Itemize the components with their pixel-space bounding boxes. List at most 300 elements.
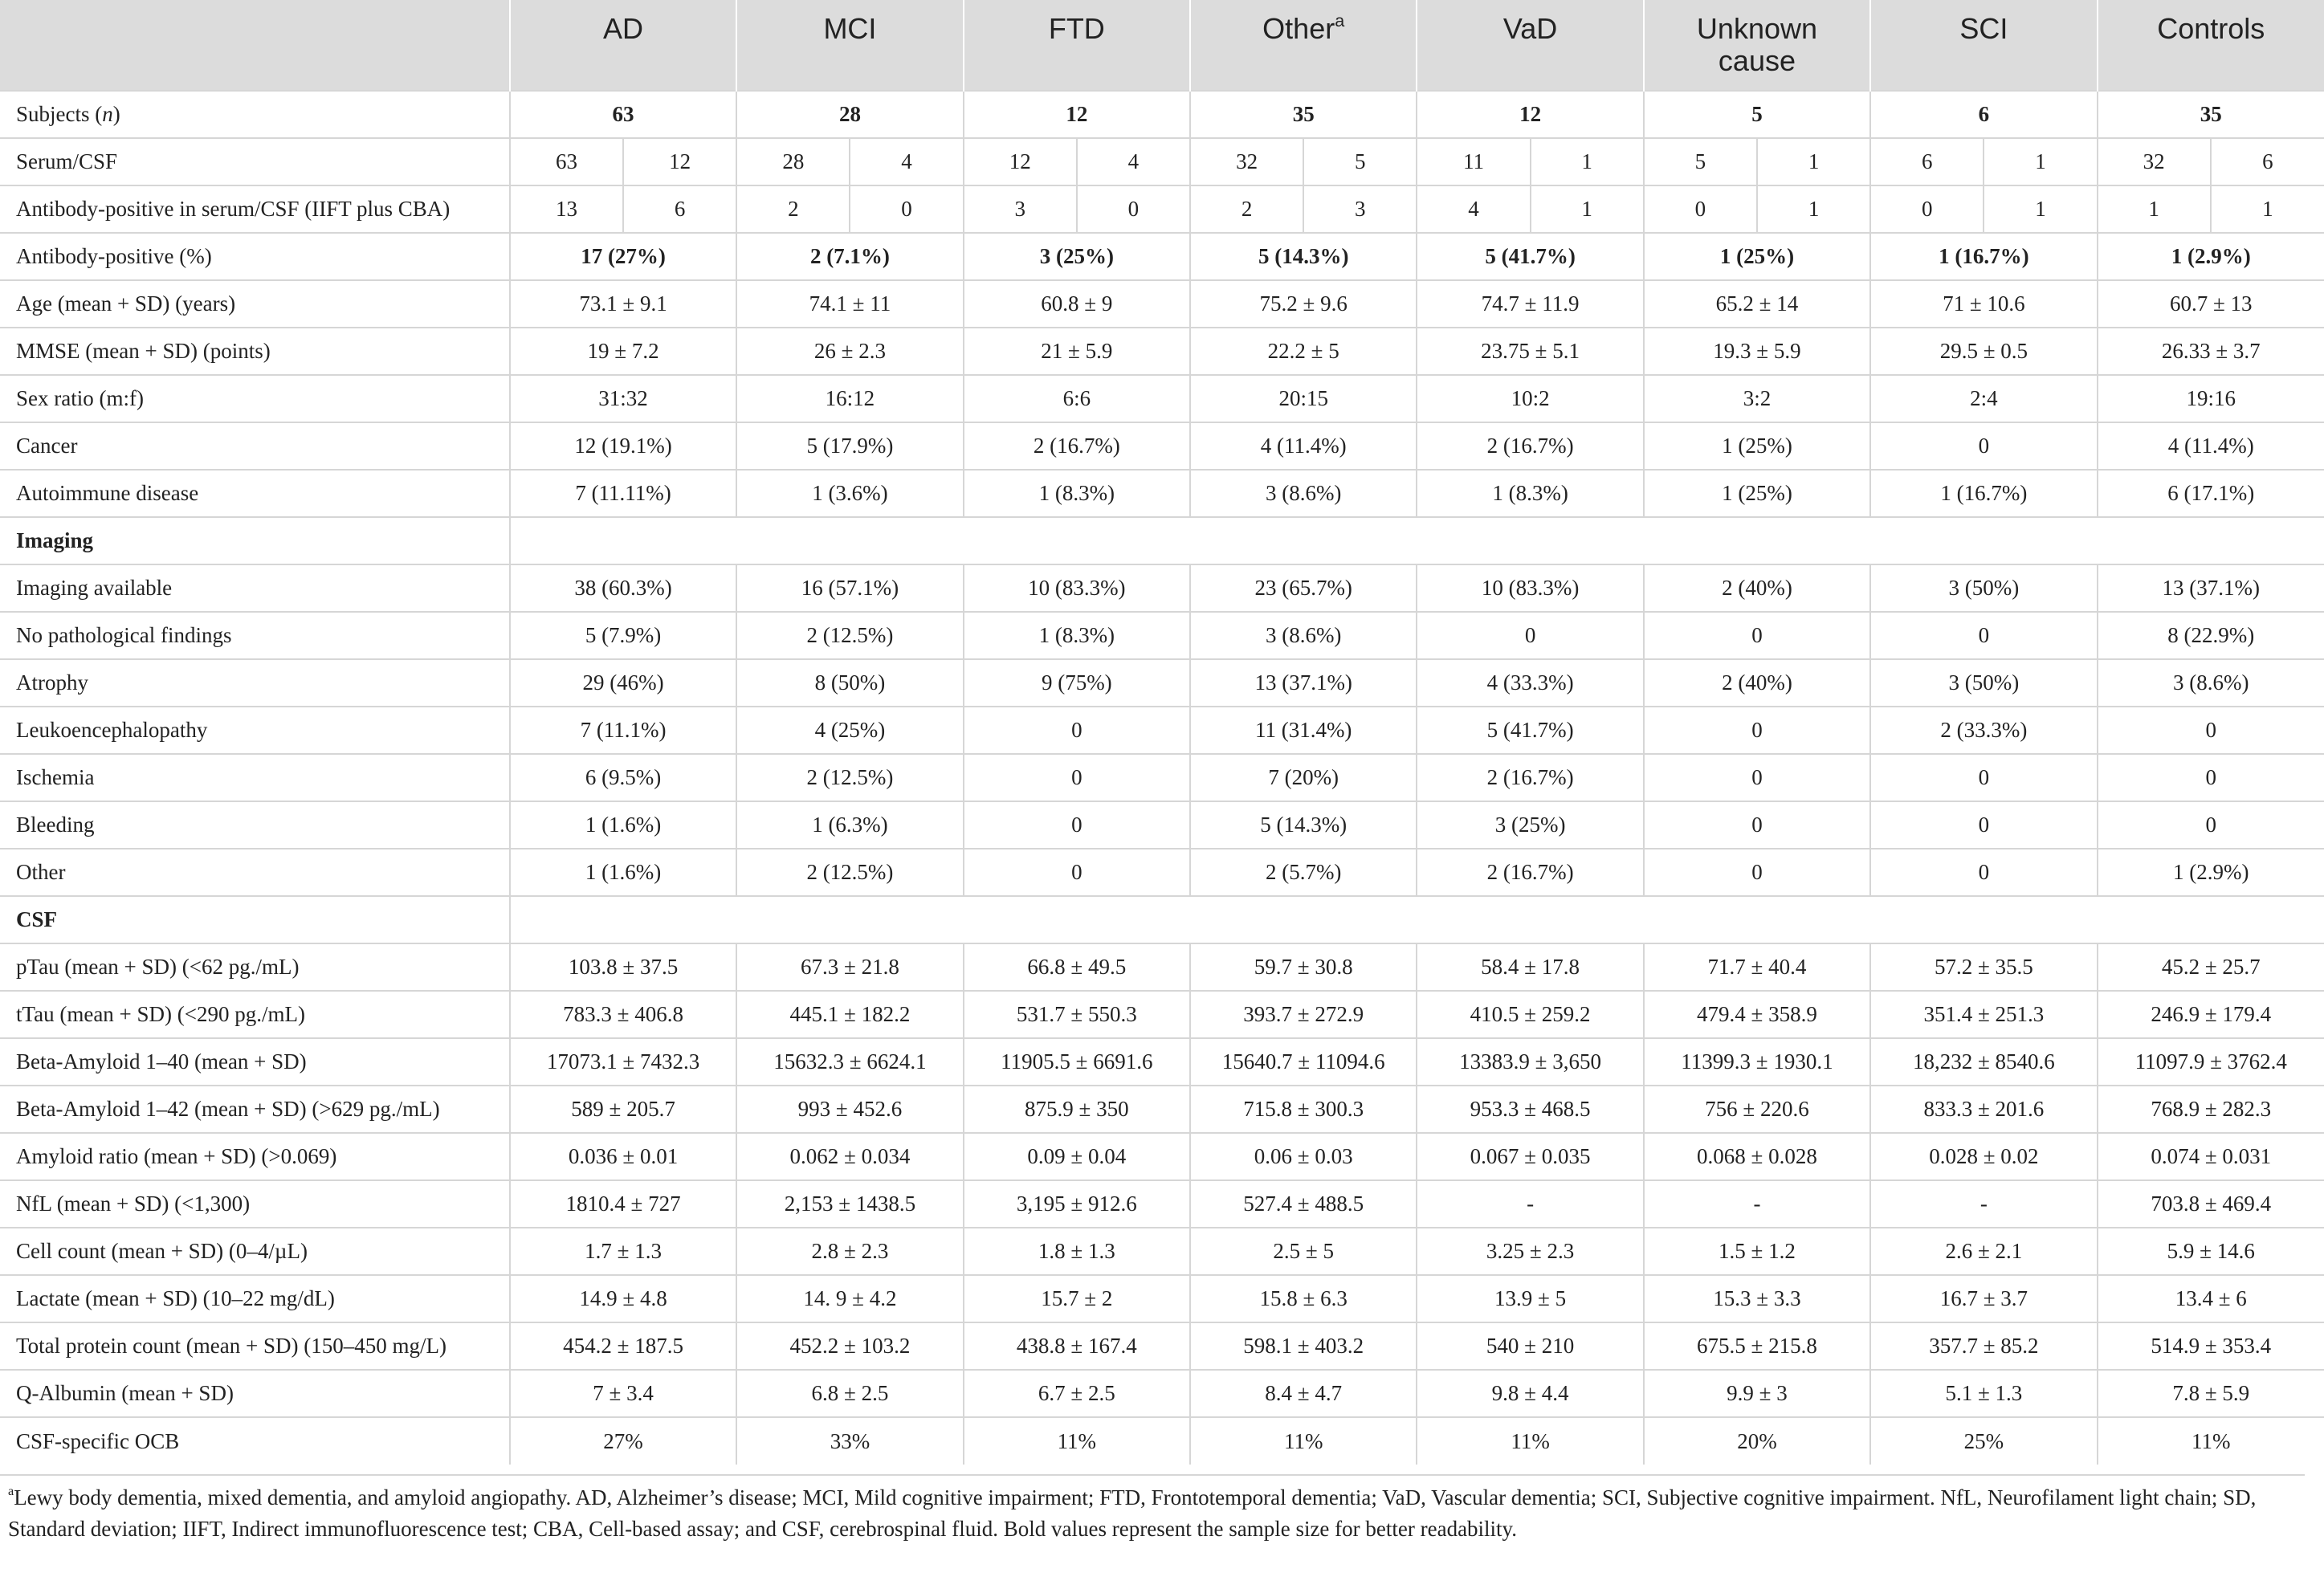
- table-cell: 2,153 ± 1438.5: [736, 1180, 963, 1228]
- table-cell: 23.75 ± 5.1: [1417, 328, 1643, 375]
- table-cell: 598.1 ± 403.2: [1190, 1322, 1417, 1370]
- table-cell: 4: [850, 138, 963, 185]
- table-cell: 75.2 ± 9.6: [1190, 280, 1417, 328]
- table-cell: 7 (20%): [1190, 754, 1417, 801]
- table-cell: 11399.3 ± 1930.1: [1644, 1038, 1870, 1086]
- table-cell: 12: [623, 138, 736, 185]
- table-cell: 3 (8.6%): [2098, 659, 2324, 707]
- table-cell: 8.4 ± 4.7: [1190, 1370, 1417, 1417]
- table-cell: 1: [1531, 138, 1644, 185]
- table-cell: 1 (8.3%): [964, 470, 1190, 517]
- table-cell: 9.8 ± 4.4: [1417, 1370, 1643, 1417]
- table-cell: 0: [1644, 707, 1870, 754]
- table-cell: 18,232 ± 8540.6: [1870, 1038, 2097, 1086]
- row-label: Total protein count (mean + SD) (150–450 mg/L): [0, 1322, 510, 1370]
- table-cell: 768.9 ± 282.3: [2098, 1086, 2324, 1133]
- table-row: [0, 280, 2324, 328]
- row-label: Imaging available: [0, 564, 510, 612]
- table-cell: 1: [2211, 185, 2324, 233]
- table-cell: 589 ± 205.7: [510, 1086, 736, 1133]
- table-cell: 4 (33.3%): [1417, 659, 1643, 707]
- table-cell: 4 (11.4%): [1190, 422, 1417, 470]
- row-label: Atrophy: [0, 659, 510, 707]
- table-body: [0, 91, 2324, 1465]
- table-cell: -: [1417, 1180, 1643, 1228]
- table-cell: 8 (22.9%): [2098, 612, 2324, 659]
- table-cell: 1: [1757, 185, 1870, 233]
- table-row: [0, 1370, 2324, 1417]
- table-cell: 4: [1077, 138, 1190, 185]
- table-cell: 2 (16.7%): [1417, 849, 1643, 896]
- row-label: tTau (mean + SD) (<290 pg./mL): [0, 991, 510, 1038]
- table-cell: 71 ± 10.6: [1870, 280, 2097, 328]
- table-cell: 1: [1531, 185, 1644, 233]
- table-cell: 27%: [510, 1417, 736, 1465]
- table-cell: 26 ± 2.3: [736, 328, 963, 375]
- table-cell: 21 ± 5.9: [964, 328, 1190, 375]
- row-label: Other: [0, 849, 510, 896]
- header-controls: Controls: [2098, 0, 2324, 91]
- table-cell: 4 (25%): [736, 707, 963, 754]
- row-label: Lactate (mean + SD) (10–22 mg/dL): [0, 1275, 510, 1322]
- table-row: [0, 328, 2324, 375]
- table-row: [0, 1322, 2324, 1370]
- table-cell: 2.6 ± 2.1: [1870, 1228, 2097, 1275]
- table-cell: 3 (8.6%): [1190, 470, 1417, 517]
- table-cell: 13 (37.1%): [2098, 564, 2324, 612]
- table-cell: 2 (40%): [1644, 564, 1870, 612]
- table-cell: 3 (8.6%): [1190, 612, 1417, 659]
- table-row: [0, 612, 2324, 659]
- table-cell: 1 (8.3%): [964, 612, 1190, 659]
- table-cell: 2 (40%): [1644, 659, 1870, 707]
- table-row: [0, 1417, 2324, 1465]
- table-cell: 11%: [2098, 1417, 2324, 1465]
- table-cell: 14.9 ± 4.8: [510, 1275, 736, 1322]
- table-cell: 0: [1644, 185, 1757, 233]
- table-cell: 13.4 ± 6: [2098, 1275, 2324, 1322]
- table-cell: 17 (27%): [510, 233, 736, 280]
- table-cell: 1 (8.3%): [1417, 470, 1643, 517]
- table-cell: 19 ± 7.2: [510, 328, 736, 375]
- table-cell: 4: [1417, 185, 1530, 233]
- row-label: Beta-Amyloid 1–42 (mean + SD) (>629 pg./mL): [0, 1086, 510, 1133]
- table-cell: -: [1644, 1180, 1870, 1228]
- table-cell: 13.9 ± 5: [1417, 1275, 1643, 1322]
- table-cell: 25%: [1870, 1417, 2097, 1465]
- table-cell: 13: [510, 185, 623, 233]
- table-cell: 2 (12.5%): [736, 754, 963, 801]
- header-sci: SCI: [1870, 0, 2097, 91]
- table-cell: 22.2 ± 5: [1190, 328, 1417, 375]
- table-cell: 1: [1757, 138, 1870, 185]
- table-cell: 0: [964, 801, 1190, 849]
- table-cell: 833.3 ± 201.6: [1870, 1086, 2097, 1133]
- table-cell: 1 (6.3%): [736, 801, 963, 849]
- table-cell: 23 (65.7%): [1190, 564, 1417, 612]
- table-cell: 2: [736, 185, 850, 233]
- table-cell: 445.1 ± 182.2: [736, 991, 963, 1038]
- table-cell: 5: [1303, 138, 1417, 185]
- table-footnote: [0, 1474, 2305, 1545]
- table-cell: 0: [964, 707, 1190, 754]
- row-label: Antibody-positive in serum/CSF (IIFT plus CBA): [0, 185, 510, 233]
- table-cell: 17073.1 ± 7432.3: [510, 1038, 736, 1086]
- table-row: [0, 1086, 2324, 1133]
- table-cell: 452.2 ± 103.2: [736, 1322, 963, 1370]
- table-cell: 0: [1644, 849, 1870, 896]
- table-cell: 393.7 ± 272.9: [1190, 991, 1417, 1038]
- table-cell: 0: [1644, 801, 1870, 849]
- table-cell: 16.7 ± 3.7: [1870, 1275, 2097, 1322]
- table-cell: 0: [964, 754, 1190, 801]
- table-cell: 6.8 ± 2.5: [736, 1370, 963, 1417]
- header-mci: MCI: [736, 0, 963, 91]
- table-cell: 1 (25%): [1644, 233, 1870, 280]
- row-label: Leukoencephalopathy: [0, 707, 510, 754]
- table-cell: 5 (17.9%): [736, 422, 963, 470]
- table-row: [0, 375, 2324, 422]
- table-cell: 0: [1870, 612, 2097, 659]
- table-row: [0, 991, 2324, 1038]
- table-cell: 2 (12.5%): [736, 849, 963, 896]
- footnote-text: Lewy body dementia, mixed dementia, and amyloid angiopathy. AD, Alzheimer’s disease; MCI, Mild cognitive impairment; FTD, Frontotemporal dementia; VaD, Vascular dementia; SCI, Subjective cognitive impairment. NfL, Neurofilament light chain; SD, Standard deviation; IIFT, Indirect immunofluorescence test; CBA, Cell-based assay; and CSF, cerebrospinal fluid. Bold values represent the sample size for better readability.: [8, 1485, 2257, 1541]
- table-cell: 12: [1417, 91, 1643, 138]
- table-cell: 953.3 ± 468.5: [1417, 1086, 1643, 1133]
- table-cell: 3: [1303, 185, 1417, 233]
- table-cell: 2.5 ± 5: [1190, 1228, 1417, 1275]
- table-cell: 0: [2098, 801, 2324, 849]
- row-label: pTau (mean + SD) (<62 pg./mL): [0, 943, 510, 991]
- header-other-sup: a: [1335, 10, 1345, 31]
- table-cell: 1810.4 ± 727: [510, 1180, 736, 1228]
- table-cell: 63: [510, 138, 623, 185]
- table-cell: 1 (25%): [1644, 422, 1870, 470]
- table-cell: 1.8 ± 1.3: [964, 1228, 1190, 1275]
- table-cell: 60.8 ± 9: [964, 280, 1190, 328]
- table-cell: 703.8 ± 469.4: [2098, 1180, 2324, 1228]
- table-cell: 71.7 ± 40.4: [1644, 943, 1870, 991]
- table-cell: 2 (33.3%): [1870, 707, 2097, 754]
- table-row: [0, 849, 2324, 896]
- table-row: [0, 185, 2324, 233]
- table-cell: 514.9 ± 353.4: [2098, 1322, 2324, 1370]
- row-label: No pathological findings: [0, 612, 510, 659]
- row-label: Antibody-positive (%): [0, 233, 510, 280]
- table-cell: 0.068 ± 0.028: [1644, 1133, 1870, 1180]
- table-row: [0, 801, 2324, 849]
- table-cell: 993 ± 452.6: [736, 1086, 963, 1133]
- table-cell: 1: [1984, 138, 2097, 185]
- table-cell: 0: [1644, 612, 1870, 659]
- table-row: [0, 943, 2324, 991]
- table-cell: 0: [1417, 612, 1643, 659]
- section-spacer: [510, 517, 2324, 564]
- table-cell: 3 (50%): [1870, 659, 2097, 707]
- table-row: [0, 1180, 2324, 1228]
- table-row: [0, 233, 2324, 280]
- table-cell: 11905.5 ± 6691.6: [964, 1038, 1190, 1086]
- table-cell: 1 (16.7%): [1870, 233, 2097, 280]
- table-cell: 67.3 ± 21.8: [736, 943, 963, 991]
- table-cell: 19.3 ± 5.9: [1644, 328, 1870, 375]
- table-cell: 2 (7.1%): [736, 233, 963, 280]
- table-cell: 2 (12.5%): [736, 612, 963, 659]
- table-cell: 14. 9 ± 4.2: [736, 1275, 963, 1322]
- table-cell: 1.7 ± 1.3: [510, 1228, 736, 1275]
- table-cell: 2 (16.7%): [1417, 754, 1643, 801]
- header-vad: VaD: [1417, 0, 1643, 91]
- table-cell: 10 (83.3%): [1417, 564, 1643, 612]
- table-cell: 0.062 ± 0.034: [736, 1133, 963, 1180]
- table-cell: 1 (25%): [1644, 470, 1870, 517]
- table-cell: 0: [1644, 754, 1870, 801]
- table-cell: 1: [1984, 185, 2097, 233]
- table-cell: 6 (9.5%): [510, 754, 736, 801]
- table-cell: 11%: [964, 1417, 1190, 1465]
- table-cell: 15.8 ± 6.3: [1190, 1275, 1417, 1322]
- table-cell: 6: [1870, 91, 2097, 138]
- table-cell: 0: [964, 849, 1190, 896]
- table-cell: 9 (75%): [964, 659, 1190, 707]
- table-cell: 3:2: [1644, 375, 1870, 422]
- table-cell: 20:15: [1190, 375, 1417, 422]
- table-row: [0, 91, 2324, 138]
- table-cell: 11%: [1190, 1417, 1417, 1465]
- table-cell: 0: [1077, 185, 1190, 233]
- table-cell: 10:2: [1417, 375, 1643, 422]
- table-cell: 3.25 ± 2.3: [1417, 1228, 1643, 1275]
- table-cell: 58.4 ± 17.8: [1417, 943, 1643, 991]
- table-cell: 12: [964, 91, 1190, 138]
- table-cell: 3,195 ± 912.6: [964, 1180, 1190, 1228]
- row-label: CSF: [0, 896, 510, 943]
- header-blank: [0, 0, 510, 91]
- table-cell: 2 (16.7%): [1417, 422, 1643, 470]
- row-label: Cell count (mean + SD) (0–4/µL): [0, 1228, 510, 1275]
- header-unknown-cause: Unknown cause: [1644, 0, 1870, 91]
- table-cell: 756 ± 220.6: [1644, 1086, 1870, 1133]
- table-cell: 3 (25%): [964, 233, 1190, 280]
- table-cell: 0: [1870, 849, 2097, 896]
- table-cell: -: [1870, 1180, 2097, 1228]
- table-cell: 1 (16.7%): [1870, 470, 2097, 517]
- row-label: Cancer: [0, 422, 510, 470]
- table-cell: 1 (1.6%): [510, 849, 736, 896]
- table-cell: 15632.3 ± 6624.1: [736, 1038, 963, 1086]
- table-cell: 63: [510, 91, 736, 138]
- table-cell: 7 (11.11%): [510, 470, 736, 517]
- table-cell: 5.9 ± 14.6: [2098, 1228, 2324, 1275]
- table-cell: 19:16: [2098, 375, 2324, 422]
- table-cell: 10 (83.3%): [964, 564, 1190, 612]
- footnote-sup: a: [8, 1484, 14, 1498]
- table-cell: 35: [2098, 91, 2324, 138]
- table-cell: 1 (3.6%): [736, 470, 963, 517]
- table-cell: 15.3 ± 3.3: [1644, 1275, 1870, 1322]
- row-label: Sex ratio (m:f): [0, 375, 510, 422]
- table-row: [0, 707, 2324, 754]
- table-cell: 15.7 ± 2: [964, 1275, 1190, 1322]
- table-row: [0, 754, 2324, 801]
- table-cell: 675.5 ± 215.8: [1644, 1322, 1870, 1370]
- table-cell: 2 (5.7%): [1190, 849, 1417, 896]
- table-cell: 32: [2098, 138, 2211, 185]
- row-label: Autoimmune disease: [0, 470, 510, 517]
- header-row: [0, 0, 2324, 91]
- table-cell: 3 (25%): [1417, 801, 1643, 849]
- row-label: Subjects (n): [0, 91, 510, 138]
- header-ftd: FTD: [964, 0, 1190, 91]
- header-other-label: Other: [1262, 12, 1335, 45]
- table-cell: 357.7 ± 85.2: [1870, 1322, 2097, 1370]
- table-cell: 103.8 ± 37.5: [510, 943, 736, 991]
- table-cell: 0: [1870, 801, 2097, 849]
- row-label: Ischemia: [0, 754, 510, 801]
- table-cell: 540 ± 210: [1417, 1322, 1643, 1370]
- table-cell: 7 (11.1%): [510, 707, 736, 754]
- table-cell: 1: [2098, 185, 2211, 233]
- table-cell: 0: [1870, 754, 2097, 801]
- table-cell: 20%: [1644, 1417, 1870, 1465]
- table-cell: 6:6: [964, 375, 1190, 422]
- table-cell: 6: [623, 185, 736, 233]
- table-cell: 6: [1870, 138, 1984, 185]
- table-cell: 2:4: [1870, 375, 2097, 422]
- table-cell: 65.2 ± 14: [1644, 280, 1870, 328]
- table-cell: 66.8 ± 49.5: [964, 943, 1190, 991]
- table-cell: 16:12: [736, 375, 963, 422]
- table-cell: 0: [850, 185, 963, 233]
- table-cell: 0: [1870, 422, 2097, 470]
- table-cell: 2.8 ± 2.3: [736, 1228, 963, 1275]
- row-label: Imaging: [0, 517, 510, 564]
- table-cell: 3 (50%): [1870, 564, 2097, 612]
- table-cell: 35: [1190, 91, 1417, 138]
- table-cell: 0: [2098, 754, 2324, 801]
- table-cell: 454.2 ± 187.5: [510, 1322, 736, 1370]
- table-cell: 5 (41.7%): [1417, 233, 1643, 280]
- table-row: [0, 422, 2324, 470]
- table-cell: 2: [1190, 185, 1303, 233]
- table-cell: 15640.7 ± 11094.6: [1190, 1038, 1417, 1086]
- table-cell: 29.5 ± 0.5: [1870, 328, 2097, 375]
- table-cell: 11097.9 ± 3762.4: [2098, 1038, 2324, 1086]
- table-row: [0, 1228, 2324, 1275]
- table-cell: 246.9 ± 179.4: [2098, 991, 2324, 1038]
- table-cell: 73.1 ± 9.1: [510, 280, 736, 328]
- table-cell: 74.1 ± 11: [736, 280, 963, 328]
- table-cell: 9.9 ± 3: [1644, 1370, 1870, 1417]
- table-cell: 45.2 ± 25.7: [2098, 943, 2324, 991]
- row-label: Amyloid ratio (mean + SD) (>0.069): [0, 1133, 510, 1180]
- table-cell: 438.8 ± 167.4: [964, 1322, 1190, 1370]
- table-cell: 11%: [1417, 1417, 1643, 1465]
- table-cell: 32: [1190, 138, 1303, 185]
- table-cell: 3: [964, 185, 1077, 233]
- table-cell: 875.9 ± 350: [964, 1086, 1190, 1133]
- table-row: [0, 896, 2324, 943]
- table-cell: 2 (16.7%): [964, 422, 1190, 470]
- row-label: MMSE (mean + SD) (points): [0, 328, 510, 375]
- table-cell: 7 ± 3.4: [510, 1370, 736, 1417]
- table-cell: 0.036 ± 0.01: [510, 1133, 736, 1180]
- table-cell: 351.4 ± 251.3: [1870, 991, 2097, 1038]
- table-cell: 28: [736, 91, 963, 138]
- table-row: [0, 659, 2324, 707]
- table-cell: 5 (14.3%): [1190, 233, 1417, 280]
- table-cell: 74.7 ± 11.9: [1417, 280, 1643, 328]
- table-cell: 5.1 ± 1.3: [1870, 1370, 2097, 1417]
- row-label: Q-Albumin (mean + SD): [0, 1370, 510, 1417]
- table-cell: 31:32: [510, 375, 736, 422]
- table-cell: 57.2 ± 35.5: [1870, 943, 2097, 991]
- table-cell: 0.067 ± 0.035: [1417, 1133, 1643, 1180]
- table-cell: 0.09 ± 0.04: [964, 1133, 1190, 1180]
- table-row: [0, 138, 2324, 185]
- table-cell: 0.028 ± 0.02: [1870, 1133, 2097, 1180]
- table-cell: 59.7 ± 30.8: [1190, 943, 1417, 991]
- table-cell: 0.074 ± 0.031: [2098, 1133, 2324, 1180]
- table-cell: 410.5 ± 259.2: [1417, 991, 1643, 1038]
- header-ad: AD: [510, 0, 736, 91]
- table-cell: 1 (2.9%): [2098, 849, 2324, 896]
- table-cell: 5 (41.7%): [1417, 707, 1643, 754]
- table-row: [0, 517, 2324, 564]
- table-cell: 29 (46%): [510, 659, 736, 707]
- table-cell: 715.8 ± 300.3: [1190, 1086, 1417, 1133]
- table-cell: 6 (17.1%): [2098, 470, 2324, 517]
- table-cell: 0: [1870, 185, 1984, 233]
- table-row: [0, 564, 2324, 612]
- table-cell: 0: [2098, 707, 2324, 754]
- table-cell: 60.7 ± 13: [2098, 280, 2324, 328]
- row-label: Age (mean + SD) (years): [0, 280, 510, 328]
- table-cell: 1.5 ± 1.2: [1644, 1228, 1870, 1275]
- table-cell: 6.7 ± 2.5: [964, 1370, 1190, 1417]
- header-other: [1190, 0, 1417, 91]
- table-cell: 531.7 ± 550.3: [964, 991, 1190, 1038]
- table-cell: 4 (11.4%): [2098, 422, 2324, 470]
- table-cell: 6: [2211, 138, 2324, 185]
- table-cell: 11 (31.4%): [1190, 707, 1417, 754]
- table-cell: 38 (60.3%): [510, 564, 736, 612]
- table-cell: 12: [964, 138, 1077, 185]
- row-label: Serum/CSF: [0, 138, 510, 185]
- table-cell: 783.3 ± 406.8: [510, 991, 736, 1038]
- table-cell: 479.4 ± 358.9: [1644, 991, 1870, 1038]
- table-cell: 8 (50%): [736, 659, 963, 707]
- row-label: Bleeding: [0, 801, 510, 849]
- table-row: [0, 1275, 2324, 1322]
- table-cell: 7.8 ± 5.9: [2098, 1370, 2324, 1417]
- table-row: [0, 1133, 2324, 1180]
- table-cell: 527.4 ± 488.5: [1190, 1180, 1417, 1228]
- table-cell: 5 (14.3%): [1190, 801, 1417, 849]
- table-cell: 16 (57.1%): [736, 564, 963, 612]
- row-label: Beta-Amyloid 1–40 (mean + SD): [0, 1038, 510, 1086]
- table-row: [0, 1038, 2324, 1086]
- table-cell: 33%: [736, 1417, 963, 1465]
- row-label: CSF-specific OCB: [0, 1417, 510, 1465]
- table-cell: 5: [1644, 91, 1870, 138]
- table-cell: 5 (7.9%): [510, 612, 736, 659]
- table-cell: 5: [1644, 138, 1757, 185]
- table-cell: 13 (37.1%): [1190, 659, 1417, 707]
- table-cell: 1 (1.6%): [510, 801, 736, 849]
- table-cell: 0.06 ± 0.03: [1190, 1133, 1417, 1180]
- table-cell: 12 (19.1%): [510, 422, 736, 470]
